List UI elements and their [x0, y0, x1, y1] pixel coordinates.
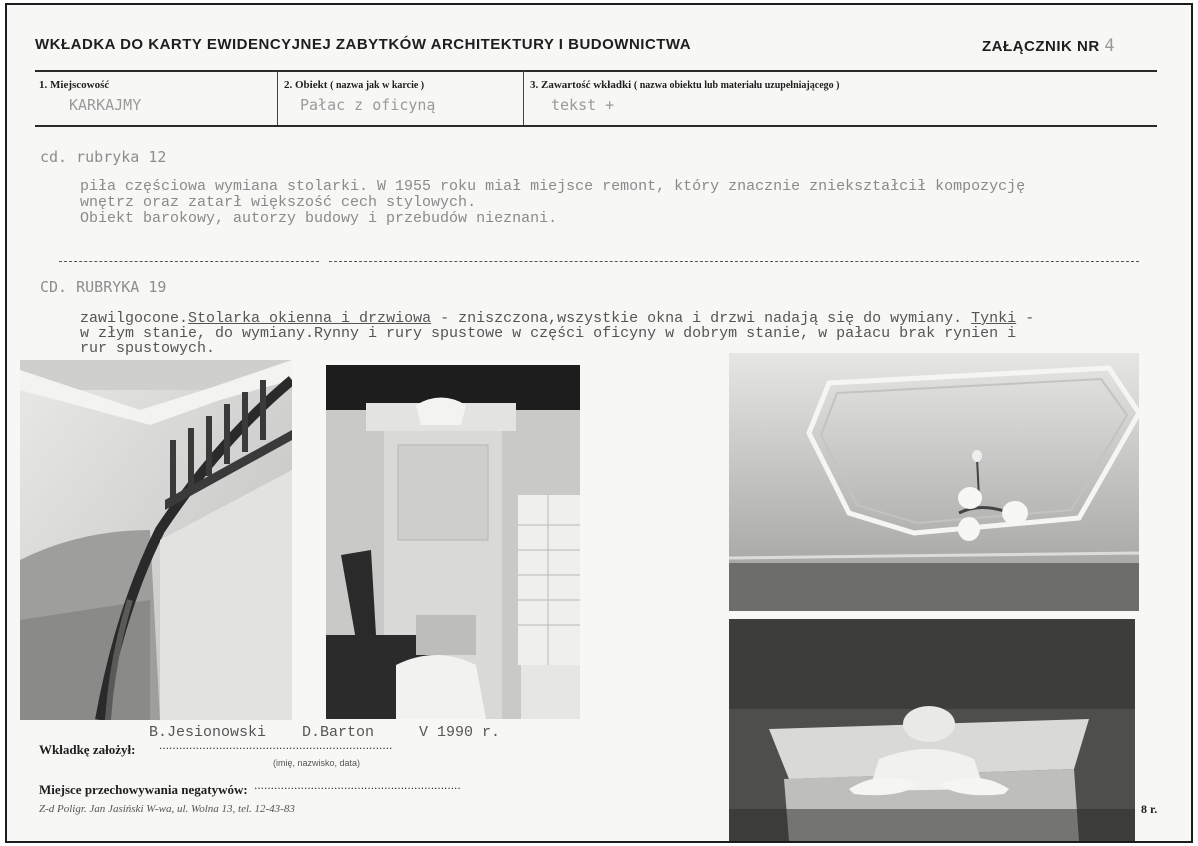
section-1-line-1: piła częściowa wymiana stolarki. W 1955 roku miał miejsce remont, który znacznie zniekształcił kompozycję — [80, 178, 1026, 195]
field-3-label-sub: ( nazwa obiektu lub materiału uzupełniającego ) — [633, 80, 840, 91]
ceiling-lamp-photo — [729, 353, 1139, 611]
interior-room-photo-image — [326, 365, 580, 719]
attachment-label — [982, 36, 1115, 56]
section-2-heading-text: CD. RUBRYKA — [40, 278, 140, 296]
author-label: Wkładkę założył: — [39, 742, 136, 757]
field-3-value: tekst + — [551, 96, 615, 114]
s2-l1-b: Stolarka okienna i drzwiowa — [188, 310, 432, 327]
field-1-label: 1. Miejscowość — [39, 79, 110, 91]
section-2-text — [80, 311, 1034, 356]
separator-right — [329, 261, 1139, 262]
field-2-label — [284, 79, 424, 91]
card-title: WKŁADKA DO KARTY EWIDENCYJNEJ ZABYTKÓW ARCHITEKTURY I BUDOWNICTWA — [35, 36, 692, 53]
field-3-label — [530, 79, 839, 91]
s2-l1-e: - — [1016, 310, 1035, 327]
fields-bottom-rule — [35, 125, 1157, 127]
author-typed: B.Jesionowski D.Barton V 1990 r. — [149, 724, 501, 741]
section-2-line-2: w złym stanie, do wymiany.Rynny i rury spustowe w części oficyny w dobrym stanie, w pałacu brak rynien i — [80, 325, 1017, 342]
s2-l1-c: - zniszczona,wszystkie okna i drzwi nadają się do wymiany. — [431, 310, 972, 327]
separator-left — [59, 261, 319, 262]
s2-l1-d: Tynki — [971, 310, 1017, 327]
year-suffix: 8 r. — [1141, 802, 1158, 816]
stucco-ornament-photo — [729, 619, 1135, 841]
field-divider-2 — [523, 71, 524, 125]
field-2-label-sub: ( nazwa jak w karcie ) — [330, 80, 425, 91]
staircase-photo-image — [20, 360, 292, 720]
section-1-text — [80, 179, 1025, 227]
author-dots: ...................................................................... — [159, 738, 393, 752]
printer-note: Z-d Poligr. Jan Jasiński W-wa, ul. Wolna 13, tel. 12-43-83 — [39, 803, 295, 815]
section-2-line-3: rur spustowych. — [80, 340, 216, 357]
stucco-ornament-photo-image — [729, 619, 1135, 841]
section-1-heading: cd. rubryka 12 — [40, 148, 167, 166]
attachment-label-text: ZAŁĄCZNIK NR — [982, 38, 1100, 55]
section-2-line-1 — [80, 311, 1034, 326]
s2-l1-a: zawilgocone. — [80, 310, 189, 327]
section-1-line-3: Obiekt barokowy, autorzy budowy i przebudów nieznani. — [80, 210, 558, 227]
storage-label: Miejsce przechowywania negatywów: — [39, 782, 248, 797]
field-divider-1 — [277, 71, 278, 125]
inventory-card-page — [5, 3, 1193, 843]
interior-room-photo — [326, 365, 580, 719]
field-2-label-text: 2. Obiekt — [284, 79, 328, 91]
attachment-number: 4 — [1104, 36, 1116, 56]
ceiling-lamp-photo-image — [729, 353, 1139, 611]
field-2-value: Pałac z oficyną — [300, 96, 436, 114]
header-rule — [35, 70, 1157, 72]
author-hint: (imię, nazwisko, data) — [273, 758, 361, 768]
section-2-heading-number: 19 — [148, 278, 167, 296]
field-1-value: KARKAJMY — [69, 96, 142, 114]
section-2-heading — [40, 278, 166, 296]
staircase-photo — [20, 360, 292, 720]
storage-dots: .............................................................. — [254, 778, 461, 792]
field-3-label-text: 3. Zawartość wkładki — [530, 79, 632, 91]
section-1-line-2: wnętrz oraz zatarł większość cech stylowych. — [80, 194, 477, 211]
